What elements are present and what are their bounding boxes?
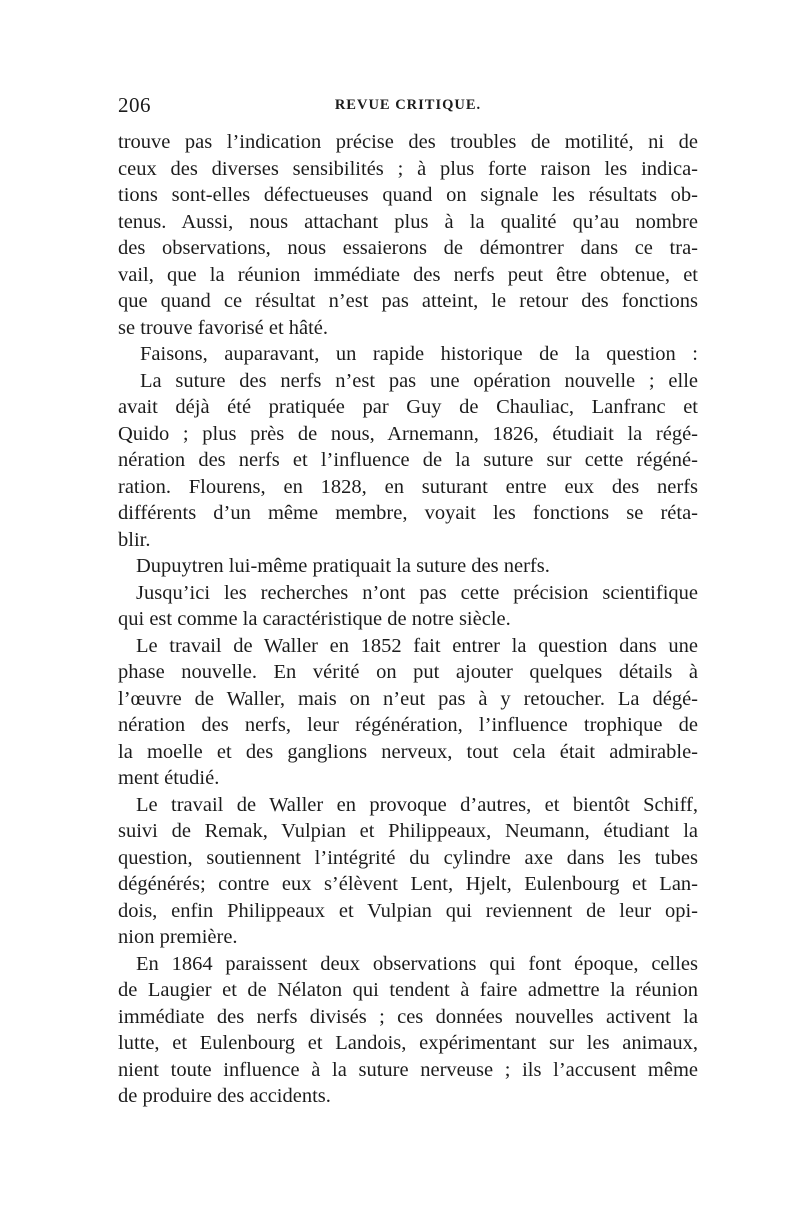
text-line: nération des nerfs, leur régénération, l’influence trophique de	[118, 714, 698, 736]
body-text	[118, 129, 698, 1110]
text-line: différents d’un même membre, voyait les fonctions se réta-	[118, 502, 698, 524]
text-line: Le travail de Waller en 1852 fait entrer la question dans une	[136, 634, 698, 657]
text-line: phase nouvelle. En vérité on put ajouter quelques détails à	[118, 661, 698, 683]
text-line: avait déjà été pratiquée par Guy de Chauliac, Lanfranc et	[118, 396, 698, 418]
text-line: tions sont-elles défectueuses quand on signale les résultats ob-	[118, 184, 698, 206]
text-line: ment étudié.	[118, 767, 220, 789]
text-line: tenus. Aussi, nous attachant plus à la qualité qu’au nombre	[118, 210, 698, 233]
page-number: 206	[118, 93, 151, 117]
text-line: se trouve favorisé et hâté.	[118, 316, 329, 339]
text-line: ration. Flourens, en 1828, en suturant entre eux des nerfs	[118, 475, 698, 498]
text-line: En 1864 paraissent deux observations qui font époque, celles	[136, 952, 698, 975]
text-line: lutte, et Eulenbourg et Landois, expérimentant sur les animaux,	[118, 1032, 698, 1054]
text-line: Jusqu’ici les recherches n’ont pas cette précision scientifique	[136, 581, 698, 604]
text-line: dois, enfin Philippeaux et Vulpian qui reviennent de leur opi-	[118, 899, 698, 922]
text-line: Le travail de Waller en provoque d’autres, et bientôt Schiff,	[136, 793, 698, 816]
running-title: REVUE CRITIQUE.	[334, 97, 482, 113]
text-line: de produire des accidents.	[118, 1085, 331, 1107]
text-line: blir.	[118, 528, 151, 551]
text-line: vail, que la réunion immédiate des nerfs peut être obtenue, et	[118, 263, 698, 286]
page-header	[118, 93, 698, 121]
text-line: nion première.	[118, 926, 238, 948]
text-line: nération des nerfs et l’influence de la suture sur cette régéné-	[118, 449, 698, 471]
text-line: Faisons, auparavant, un rapide historique de la question :	[140, 343, 698, 365]
text-line: Quido ; plus près de nous, Arnemann, 1826, étudiait la régé-	[118, 422, 698, 445]
text-line: dégénérés; contre eux s’élèvent Lent, Hjelt, Eulenbourg et Lan-	[118, 873, 698, 895]
text-line: des observations, nous essaierons de démontrer dans ce tra-	[118, 237, 698, 259]
text-line: l’œuvre de Waller, mais on n’eut pas à y retoucher. La dégé-	[118, 687, 698, 710]
text-line: question, soutiennent l’intégrité du cylindre axe dans les tubes	[118, 846, 698, 869]
text-line: suivi de Remak, Vulpian et Philippeaux, Neumann, étudiant la	[118, 820, 698, 842]
text-line: immédiate des nerfs divisés ; ces données nouvelles activent la	[118, 1005, 698, 1028]
text-line: de Laugier et de Nélaton qui tendent à faire admettre la réunion	[118, 979, 698, 1001]
text-line: Dupuytren lui-même pratiquait la suture des nerfs.	[136, 555, 550, 577]
text-line: trouve pas l’indication précise des troubles de motilité, ni de	[118, 131, 698, 153]
text-line: que quand ce résultat n’est pas atteint, le retour des fonctions	[118, 290, 698, 312]
text-line: la moelle et des ganglions nerveux, tout cela était admirable-	[118, 740, 698, 763]
text-line: nient toute influence à la suture nerveuse ; ils l’accusent même	[118, 1058, 698, 1081]
text-line: La suture des nerfs n’est pas une opération nouvelle ; elle	[140, 369, 698, 392]
text-line: qui est comme la caractéristique de notre siècle.	[118, 608, 511, 630]
text-line: ceux des diverses sensibilités ; à plus forte raison les indica-	[118, 157, 698, 180]
